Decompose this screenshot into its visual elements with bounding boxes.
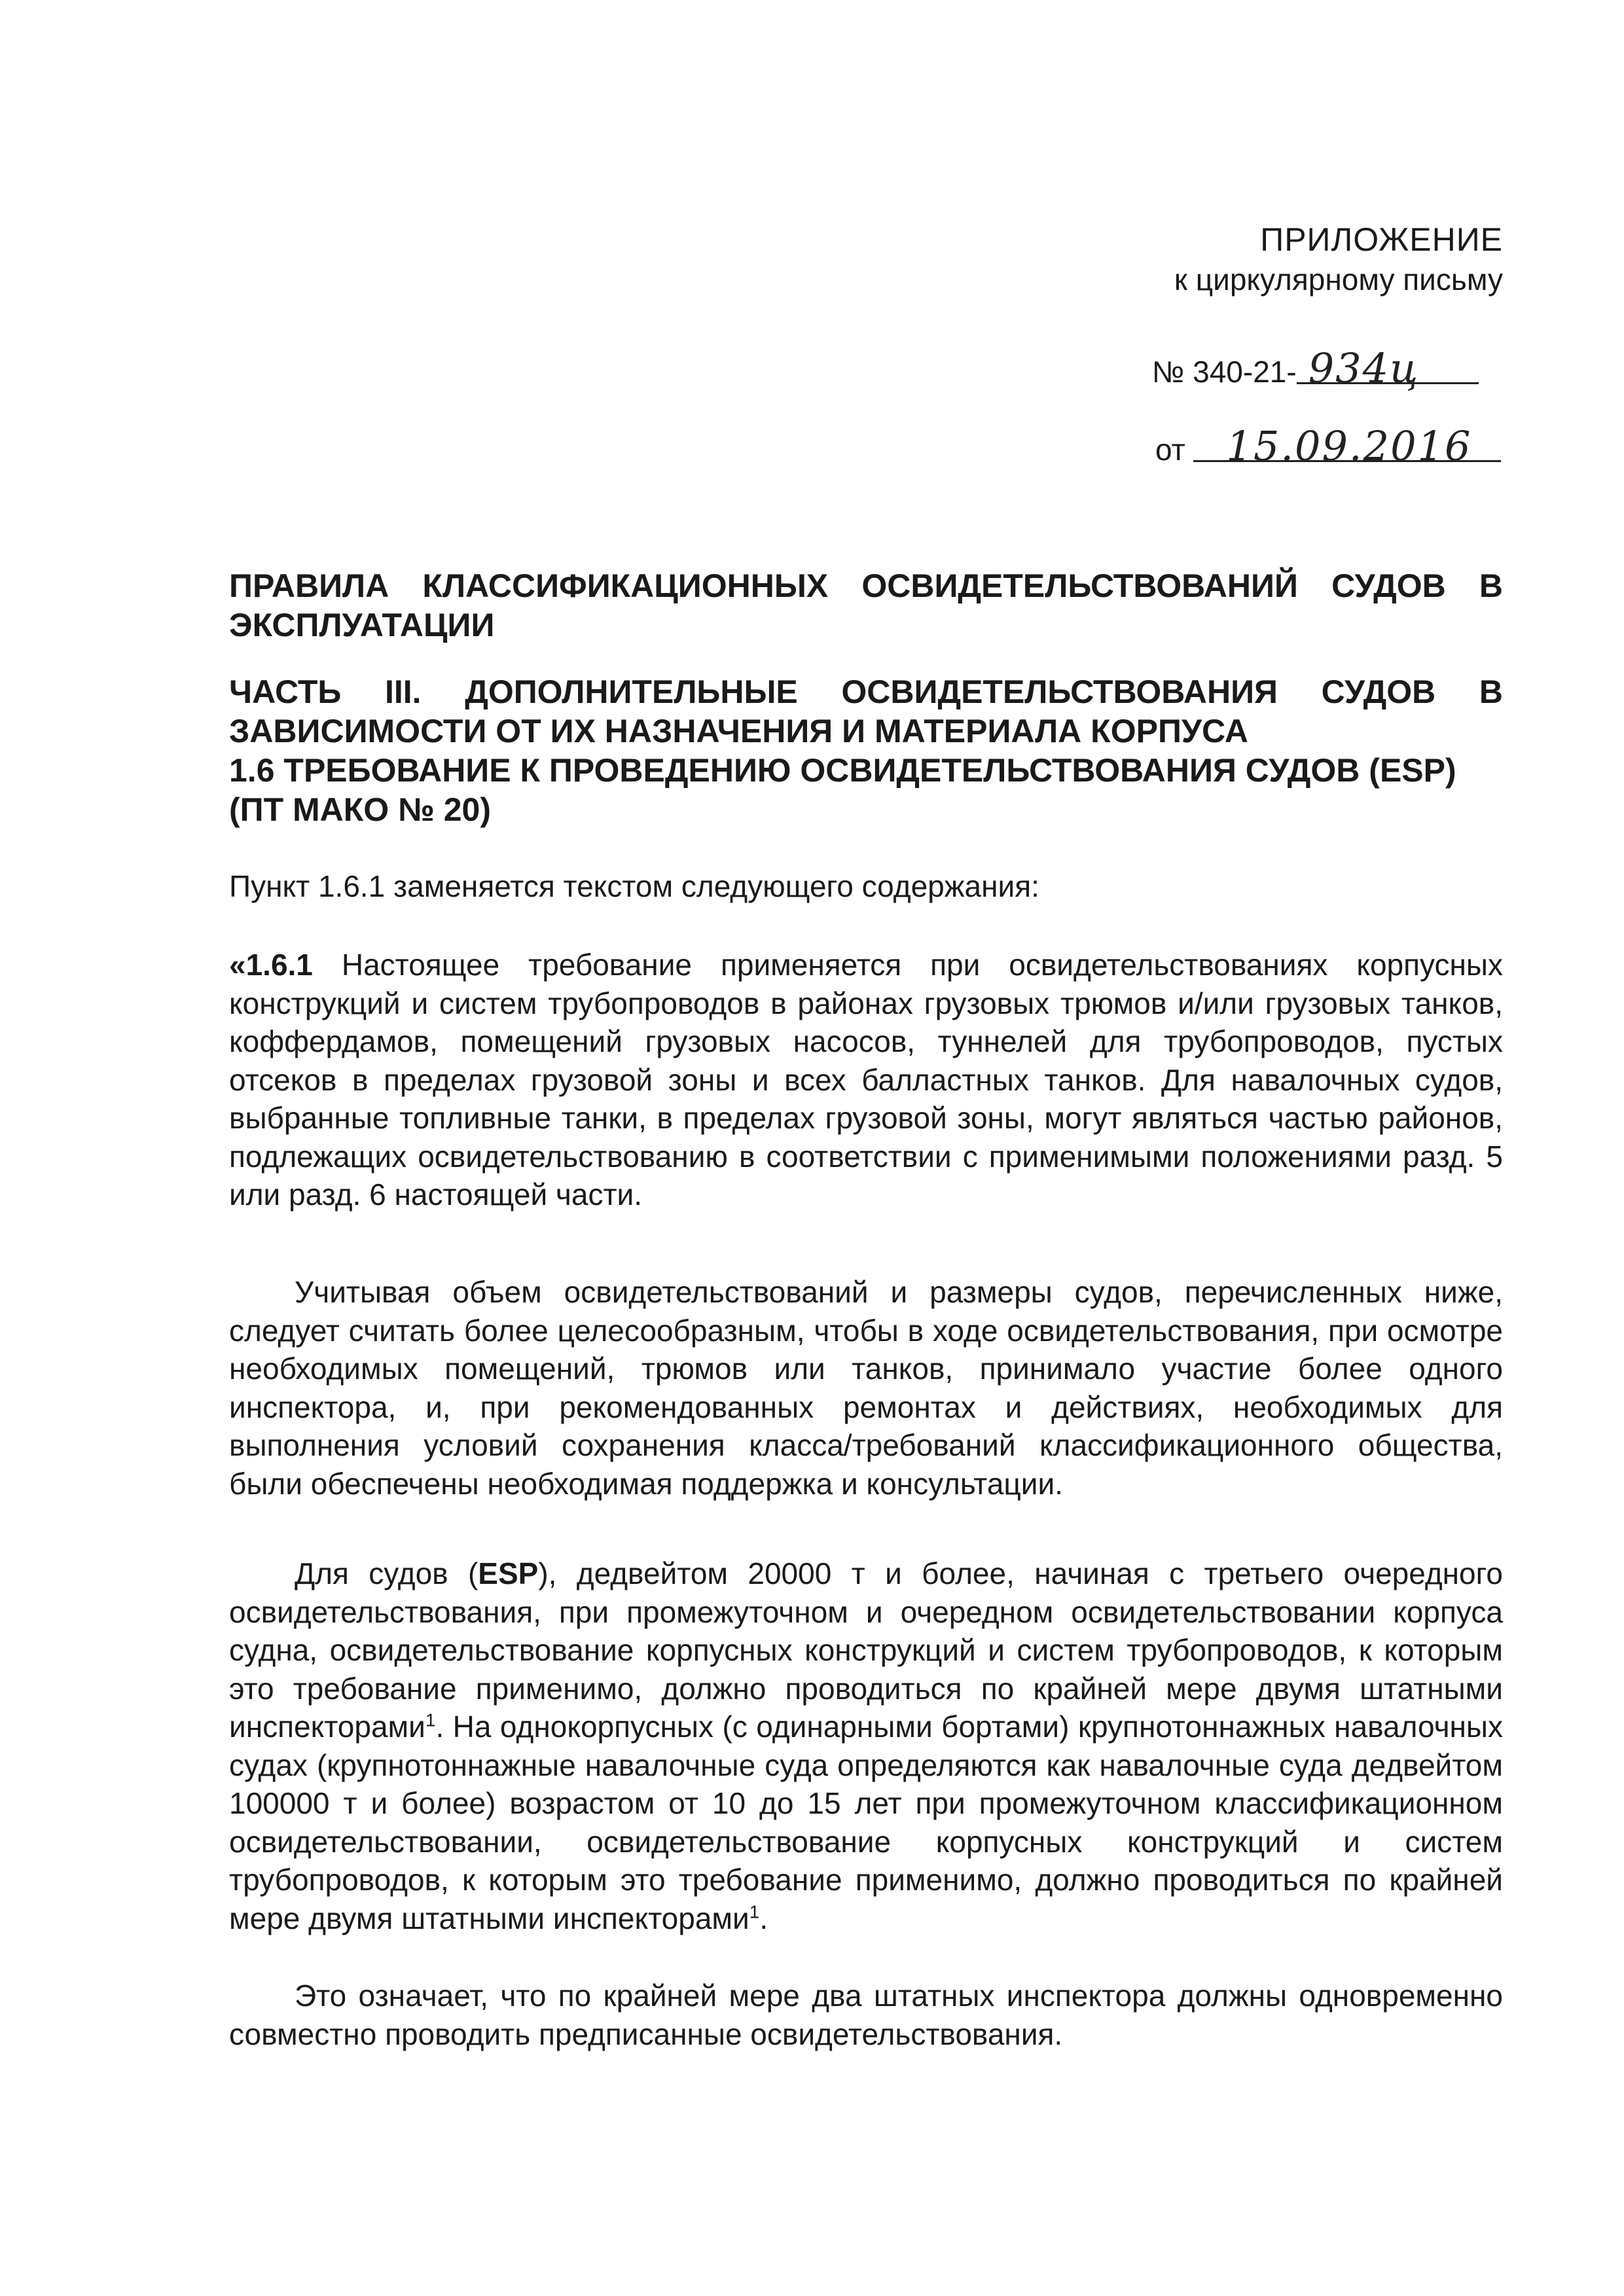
rules-title-line-2: ЭКСПЛУАТАЦИИ	[229, 607, 495, 643]
handwritten-letter-number: 934ц	[1297, 349, 1479, 388]
paragraph-1-6-1	[229, 946, 1503, 1214]
footnote-marker: 1	[749, 1901, 760, 1922]
paragraph-esp-text-4: .	[759, 1901, 768, 1935]
rules-title	[229, 566, 1503, 645]
rules-title-line-1: ПРАВИЛА КЛАССИФИКАЦИОННЫХ ОСВИДЕТЕЛЬСТВОВАНИЙ СУДОВ В	[229, 567, 1503, 604]
paragraph-1-6-1-text: Настоящее требование применяется при освидетельствованиях корпусных конструкций и систем трубопроводов в районах грузовых трюмов и/или грузовых танков, коффердамов, помещений грузовых насосов, туннелей для трубопроводов, пустых отсеков в пределах грузовой зоны и всех балластных танков. Для навалочных судов, выбранные топливные танки, в пределах грузовой зоны, могут являться частью районов, подлежащих освидетельствованию в соответствии с применимыми положениями разд. 5 или разд. 6 настоящей части.	[229, 948, 1503, 1211]
letter-date	[1155, 422, 1501, 470]
handwritten-letter-date: 15.09.2016	[1193, 427, 1501, 466]
intro-paragraph: Пункт 1.6.1 заменяется текстом следующего содержания:	[229, 869, 1039, 903]
paragraph-esp	[229, 1554, 1503, 1937]
appendix-title: ПРИЛОЖЕНИЕ	[1260, 221, 1503, 258]
appendix-subtitle: к циркулярному письму	[1174, 262, 1503, 296]
appendix-header	[1174, 219, 1503, 299]
paragraph-scope: Учитывая объем освидетельствований и размеры судов, перечисленных ниже, следует считать более целесообразным, чтобы в ходе освидетельствования, при осмотре необходимых помещений, трюмов или танков, принимало участие более одного инспектора, и, при рекомендованных ремонтах и действиях, необходимых для выполнения условий сохранения класса/требований классификационного общества, были обеспечены необходимая поддержка и консультации.	[229, 1275, 1503, 1501]
letter-number-prefix: № 340-21-	[1152, 355, 1297, 389]
letter-number	[1152, 344, 1479, 392]
paragraph-number: «1.6.1	[229, 948, 313, 982]
paragraph-esp-text-3: . На однокорпусных (с одинарными бортами) крупнотоннажных навалочных судах (крупнотоннажные навалочные суда определяются как навалочные суда дедвейтом 100000 т и более) возрастом от 10 до 15 лет при промежуточном классификационном освидетельствовании, освидетельствование корпусных конструкций и систем трубопроводов, к которым это требование применимо, должно проводиться по крайней мере двумя штатными инспекторами	[229, 1710, 1503, 1935]
paragraph-esp-text-2: ), дедвейтом 20000 т и более, начиная с третьего очередного освидетельствования, при промежуточном и очередном освидетельствовании корпуса судна, освидетельствование корпусных конструкций и систем трубопроводов, к которым это требование применимо, должно проводиться по крайней мере двумя штатными инспекторами	[229, 1556, 1503, 1744]
part-heading-line-1: ЧАСТЬ III. ДОПОЛНИТЕЛЬНЫЕ ОСВИДЕТЕЛЬСТВОВАНИЯ СУДОВ В	[229, 673, 1503, 710]
part-heading-line-3: 1.6 ТРЕБОВАНИЕ К ПРОВЕДЕНИЮ ОСВИДЕТЕЛЬСТВОВАНИЯ СУДОВ (ESP)	[229, 752, 1456, 789]
footnote-marker: 1	[425, 1710, 436, 1731]
paragraph-esp-text-1: Для судов (	[295, 1556, 478, 1590]
letter-date-prefix: от	[1155, 433, 1185, 467]
part-heading-line-4: (ПТ МАКО № 20)	[229, 791, 491, 828]
esp-abbreviation: ESP	[478, 1556, 539, 1590]
part-heading-line-2: ЗАВИСИМОСТИ ОТ ИХ НАЗНАЧЕНИЯ И МАТЕРИАЛА КОРПУСА	[229, 713, 1248, 749]
paragraph-meaning: Это означает, что по крайней мере два штатных инспектора должны одновременно совместно проводить предписанные освидетельствования.	[229, 1979, 1503, 2051]
part-heading	[229, 672, 1503, 829]
